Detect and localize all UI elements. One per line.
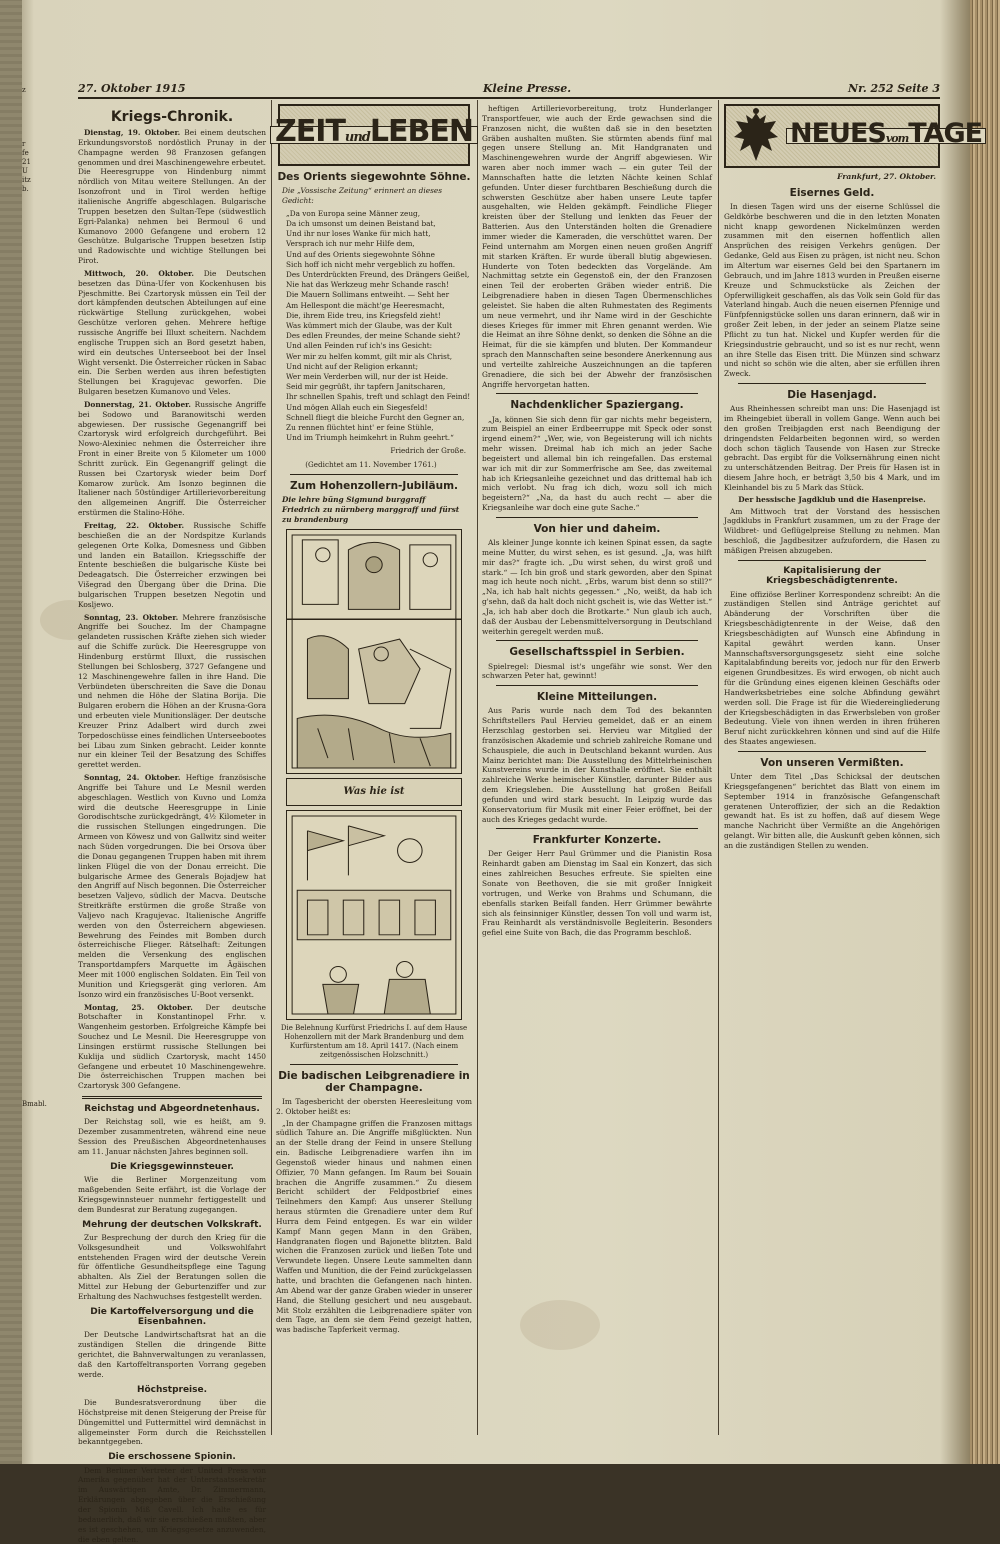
konzerte-text: Der Geiger Herr Paul Grümmer und die Pianistin Rosa Reinhardt gaben am Dienstag im Saal ein Konzert, das sich eines zahlreichen Besuches erfreute. Sie spielten eine Sonate von Beethoven, die sie mit großer Innigkeit vortrugen, und Werke von Brahms und Schumann, die ebenfalls starken Beifall fanden. Herr Grümmer bewährte sich als feinsinniger Künstler, dessen Ton voll und warm ist, Frau Reinhardt als verständnisvolle Begleiterin. Besonders gefiel eine Suite von Bach, die das Programm beschloß. xyxy=(482,849,712,938)
chronik-entry-text: Der deutsche Botschafter in Konstantinopel Frhr. v. Wangenheim gestorben. Erfolgreiche Kämpfe bei Souchez und Le Mesnil. Die Heeresgruppe von Linsingen erstürmt russische Stellungen bei Kuklija und südlich Czartorysk, macht 1450 Gefangene und erbeutet 10 Maschinengewehre. Die österreichischen Truppen machen bei Czartorysk 300 Gefangene. xyxy=(78,1002,266,1091)
header-rule xyxy=(78,97,940,99)
chronik-entry-text: Bei einem deutschen Erkundungsvorstoß nordöstlich Prunay in der Champagne werden 98 Franzosen gefangen genommen und drei Maschinengewehre erbeutet. Die Heeresgruppe von Hindenburg nimmt nördlich von Mitau weitere Stellungen. An der Isonzofront und in Tirol werden heftige italienische Angriffe abgeschlagen. Bulgarische Truppen besetzen den Sultan-Tepe (südwestlich Egri-Palanka) nehmen bei Bermoul 6 und Kumanovo 2000 Gefangene und erobern 12 Geschütze. Bulgarische Truppen besetzen Istip und Radowischte und wichtige Stellungen bei Pirot. xyxy=(78,128,266,266)
hier-daheim-title: Von hier und daheim. xyxy=(533,522,661,535)
chronik-entry-text: Russische Schiffe beschießen die an der Nordspitze Kurlands gelegenen Orte Kolka, Domesness und Gibben und landen ein Bataillon. Kriegsschiffe der Entente beschießen die bulgarische Küste bei Dedeagatsch. Die Österreicher erzwingen bei Višegrad den Übergang über die Drina. Die bulgarischen Truppen besetzen Negotin und Kosljewo. xyxy=(78,521,266,609)
column-neues-vom-tage xyxy=(724,104,983,1434)
hasenjagd-title: Die Hasenjagd. xyxy=(787,389,877,402)
spaziergang-title: Nachdenklicher Spaziergang. xyxy=(510,399,684,412)
chronik-entry-date: Donnerstag, 21. Oktober. xyxy=(84,399,191,409)
kriegschronik-title: Kriegs-Chronik. xyxy=(110,109,234,125)
volkskraft-text: Zur Besprechung der durch den Krieg für die Volksgesundheit und Volkswohlfahrt entstehenden Fragen wird der deutsche Verein für öffentliche Gesundheitspflege eine Tagung abhalten. Als Ziel der Beratungen sollen die Mittel zur Hebung der Geburtenziffer und zur Erhaltung des Nachwuchses festgestellt werden. xyxy=(78,1232,266,1301)
leibgrenadiere-title: Die badischen Leibgrenadiere in der Champagne. xyxy=(278,1069,470,1094)
woodcut-caption: Die Belehnung Kurfürst Friedrichs I. auf dem Hause Hohenzollern mit der Mark Brandenburg und dem Kurfürstentum am 18. April 1417. (Nach einem zeitgenössischen Holzschnitt.) xyxy=(280,1023,468,1059)
page-binding xyxy=(0,0,22,1464)
chronik-entry-text: Russische Angriffe bei Sodowo und Baranowitschi werden abgewiesen. Der russische Gegenangriff bei Czartorysk wird erfolgreich durchgeführt. Bei Nowo-Alexiniec nehmen die Österreicher ihre Front in einer Breite von 5 Kilometer um 1000 Schritt zurück. Ein Gegenangriff gelingt die Russen bei Czartorysk wieder beim Dorf Komarow zurück. Am Isonzo beginnen die Italiener nach 50stündiger Artillerievorbereitung den allgemeinen Angriff. Die Österreicher erstürmen die Stalino-Höhe. xyxy=(78,399,266,518)
header-paper-name: Kleine Presse. xyxy=(483,82,572,95)
vermisste-title: Von unseren Vermißten. xyxy=(760,757,904,769)
chronik-entry xyxy=(78,613,266,771)
chronik-entry-date: Dienstag, 19. Oktober. xyxy=(84,128,181,138)
banner-word: Was hie ist xyxy=(343,785,405,797)
kartoffel-title: Die Kartoffelversorgung und die Eisenbahnen. xyxy=(90,1306,254,1328)
logo-und: und xyxy=(344,130,370,146)
konzerte-title: Frankfurter Konzerte. xyxy=(532,834,662,847)
chronik-entry-date: Freitag, 22. Oktober. xyxy=(84,521,185,530)
chronik-entry xyxy=(78,400,266,518)
reichstag-title: Reichstag und Abgeordnetenhaus. xyxy=(84,1104,260,1115)
serbien-text: Spielregel: Diesmal ist's ungefähr wie sonst. Wer den schwarzen Peter hat, gewinnt! xyxy=(482,661,712,681)
gewinnsteuer-text: Wie die Berliner Morgenzeitung vom maßgebenden Seite erfährt, ist die Vorlage der Kriegsgewinnsteuer nunmehr fertiggestellt und dem Bundesrat zur Beratung zugegangen. xyxy=(78,1175,266,1214)
chronik-entry-text: Mehrere französische Angriffe bei Souchez. Im der Champagne gelandeten russischen Kräfte ziehen sich wieder auf die Schiffe zurück. Die Heeresgruppe von Hindenburg erstürmt Illuxt, die russischen Stellungen bei Schlosberg, 3727 Gefangene und 12 Maschinengewehre fallen in ihre Hand. Die Verbündeten überschreiten die Save die Donau und nehmen die Höhe der Slatina Borija. Die Bulgaren erobern die Höhen an der Krusna-Gora und erbeuten viele Munitionsläger. Der deutsche Kreuzer Prinz Adalbert wird durch zwei Torpedoschüsse eines feindlichen Unterseebootes bei Libau zum Sinken gebracht. Leider konnte nur ein kleiner Teil der Besatzung des Schiffes gerettet werden. xyxy=(78,612,266,770)
spaziergang-text: „Ja, können Sie sich denn für gar nichts mehr begeistern, zum Beispiel an einer Erdbeerruppe mit Speck oder sonst irgend einem?“ „Wer, wie, von Begeisterung will ich nichts mehr wissen. Dreimal hab ich mich an jeder Sache begeistert und allemal bin ich reingefallen. Das erstemal war ich mit dir zur Sommerfrische am See, das zweitemal hab ich Kriegsanleihe gezeichnet und das drittemal hab ich mich verlobt. Nu frag ich dich, wozu soll ich mich begeistern?“ „Na, da hast du auch recht — aber die Kriegsanleihe war doch eine gute Sache.“ xyxy=(482,414,712,513)
eisernes-geld-title: Eisernes Geld. xyxy=(789,186,875,199)
column-three xyxy=(482,104,712,1434)
hoechstpreise-title: Höchstpreise. xyxy=(136,1384,208,1395)
jagdklub-subtitle: Der hessische Jagdklub und die Hasenpreise. xyxy=(738,494,926,504)
logo-neues: NEUES xyxy=(790,117,886,149)
eisernes-geld-text: In diesen Tagen wird uns der eiserne Schlüssel die Geldkörbe beschweren und die in den letzten Monaten nicht knapp gewordenen Nickelmünzen werden zusammen mit den eisernen hoffentlich allen Ansprüchen des reisigen Verkehrs genügen. Der Gedanke, Geld aus Eisen zu prägen, ist nicht neu. Schon im Altertum war eisernes Geld bei den Spartanern im Gebrauch, und im Jahre 1813 wurden in Preußen eiserne Kreuze und Schmuckstücke als Zeichen der Opferwilligkeit geschaffen, als das Volk sein Gold für das Vaterland hingab. Auch die neuen eisernen Pfennige und Fünfpfennigstücke sollen uns daran erinnern, daß wir in großer Zeit leben, in der jeder an seinem Platze seine Pflicht zu tun hat. Nickel und Kupfer werden für die Kriegsindustrie gebraucht, und so ist es nur recht, wenn an ihre Stelle das Eisen tritt. Die Münzen sind schwarz und nicht so schön wie die alten, aber sie erfüllen ihren Zweck. xyxy=(724,201,940,379)
hoechstpreise-text: Die Bundesratsverordnung über die Höchstpreise mit denen Steigerung der Preise für Düngemittel und Futtermittel wird demnächst in allgemeinster Form durch die Reichsstellen bekanntgegeben. xyxy=(78,1398,266,1447)
poem-author: Friedrich der Große. xyxy=(390,446,466,456)
logo-vom: vom xyxy=(885,131,909,145)
margin-fragment-top: z xyxy=(22,86,26,94)
chronik-entry xyxy=(78,1003,266,1092)
column-rule xyxy=(477,100,478,1435)
kapitalisierung-text: Eine offiziöse Berliner Korrespondenz schreibt: An die zuständigen Stellen sind Anträge gerichtet auf Abänderung der Vorschriften über die Kriegsbeschädigtenrente in der Weise, daß den Kriegsbeschädigten auf Wunsch eine Abfindung in Kapital gewährt werden kann. Unser Mannschaftsversorgungsgesetz sieht eine solche Kapitalabfindung bereits vor, jedoch nur für den Erwerb eigenen Grundbesitzes. Es wird erwogen, ob nicht auch für die Gründung eines eigenen kleinen Geschäfts oder Handwerksbetriebes eine solche Abfindung gewährt werden soll. Die Frage ist für die Wiedereingliederung der Kriegsbeschädigten in das Erwerbsleben von großer Bedeutung. Viele von ihnen werden in ihren früheren Beruf nicht zurückkehren können und sind auf die Hilfe des Staates angewiesen. xyxy=(724,589,940,747)
volkskraft-title: Mehrung der deutschen Volkskraft. xyxy=(82,1219,262,1230)
column-kriegschronik xyxy=(78,104,266,1544)
hier-daheim-text: Als kleiner Junge konnte ich keinen Spinat essen, da sagte meine Mutter, du wirst sehen, es ist gesund. „Ja, was hilft mir das?“ fragte ich. „Du wirst sehen, du wirst groß und stark.“ — Ich bin groß und stark geworden, aber den Spinat mag ich heute noch nicht. „Erbs, warum bist denn so still?“ „Na, ich hab halt nichts gegessen.“ „No, weißt, da hab ich g'sehn, daß da halt doch nicht gscheit is, wie das Wetter ist.“ „Ja, ich hab aber doch die Brotkarte.“ Nun glaub ich auch, daß der Ausbau der Lebensmittelversorgung in Deutschland weiterhin geregelt werden muß. xyxy=(482,538,712,636)
vermisste-text: Unter dem Titel „Das Schicksal der deutschen Kriegsgefangenen“ berichtet das Blatt von einem im September 1914 in französische Gefangenschaft geratenen Unteroffizier, der sich an die Redaktion gewandt hat. Es ist zu hoffen, daß auf diesem Wege manche Nachricht über Vermißte an die Angehörigen gelangt. Wir bitten alle, die Auskunft geben können, sich an die zuständigen Stellen zu wenden. xyxy=(724,772,940,850)
leibgrenadiere-text: „In der Champagne griffen die Franzosen mittags südlich Tahure an. Die Angriffe mißglückten. Nun an der Stelle drang der Feind in unsere Stellung ein. Badische Leibgrenadiere warfen ihn im Gegenstoß wieder hinaus und nahmen einen Offizier, 70 Mann gefangen. Im Raum bei Souain brachen die Angriffe zusammen.“ Zu diesem Bericht schildert der Feldpostbrief eines Teilnehmers den Kampf: Aus unserer Stellung heraus stürmten die Grenadiere unter dem Ruf Hurra dem Feind entgegen. Es war ein wilder Kampf Mann gegen Mann in den Gräben, Handgranaten flogen und Bajonette blitzten. Bald wichen die Franzosen zurück und ließen Tote und Verwundete liegen. Unsere Leute sammelten dann Waffen und Munition, die der Feind zurückgelassen hatte, und brachten die Gefangenen nach hinten. Am Abend war der ganze Graben wieder in unserer Hand, die Stellung gesichert und neu ausgebaut. Mit Stolz erzählten die Leibgrenadiere später von dem Tage, an dem sie dem Feind gezeigt hatten, was badische Tapferkeit vermag. xyxy=(276,1118,472,1335)
header-date: 27. Oktober 1915 xyxy=(78,82,186,95)
column-rule xyxy=(271,100,272,1435)
margin-fragment-lines: r fe 21 U itz b. xyxy=(22,140,31,193)
chronik-entry-date: Sonntag, 24. Oktober. xyxy=(84,773,181,783)
header-issue: Nr. 252 Seite 3 xyxy=(848,82,940,95)
eagle-icon xyxy=(730,107,782,165)
column-zeit-und-leben xyxy=(276,104,472,1434)
mitteilungen-text: Aus Paris wurde nach dem Tod des bekannten Schriftstellers Paul Hervieu gemeldet, daß er an einem Herzschlag gestorben sei. Hervieu war Mitglied der französischen Akademie und schrieb zahlreiche Romane und Schauspiele, die auch in Deutschland bekannt wurden. Aus Mainz berichtet man: Die Ausstellung des Mittelrheinischen Kunstvereins wurde in der Kunsthalle eröffnet. Sie enthält zahlreiche Werke heimischer Künstler, darunter Bilder aus dem Kriegsleben. Die Ausstellung hat großen Beifall gefunden und wird stark besucht. In Leipzig wurde das Konservatorium für Musik mit einer Feier eröffnet, bei der auch des Krieges gedacht wurde. xyxy=(482,706,712,824)
woodcut-drawing-lower xyxy=(287,811,461,1019)
chronik-entry-date: Sonntag, 23. Oktober. xyxy=(84,612,179,622)
margin-fragment-bottom: Bmabl. xyxy=(22,1100,47,1108)
hohenzollern-intro: Die lehre büng Sigmund burggraff Friedrich zu nürnberg marggraff und fürst zu brandenburg xyxy=(282,495,460,524)
chronik-entry-date: Mittwoch, 20. Oktober. xyxy=(84,268,194,278)
logo-zeit: ZEIT xyxy=(275,114,345,150)
gewinnsteuer-title: Die Kriegsgewinnsteuer. xyxy=(110,1161,234,1172)
kartoffel-text: Der Deutsche Landwirtschaftsrat hat an die zuständigen Stellen die dringende Bitte gerichtet, die Bahnverwaltungen zu veranlassen, daß den Kartoffeltransporten Vorrang gegeben werde. xyxy=(78,1330,266,1379)
column-rule xyxy=(718,100,719,1435)
jagdklub-text: Am Mittwoch trat der Vorstand des hessischen Jagdklubs in Frankfurt zusammen, um zu der Frage der Wildbret- und Geflügelpreise Stellung zu nehmen. Man beschloß, die Jagdbesitzer aufzufordern, die Hasen zu mäßigen Preisen abzugeben. xyxy=(724,506,940,555)
zeit-und-leben-logo xyxy=(275,104,473,166)
leibgrenadiere-intro: Im Tagesbericht der obersten Heeresleitung vom 2. Oktober heißt es: xyxy=(276,1096,472,1116)
neues-vom-tage-logo xyxy=(724,104,983,168)
kapitalisierung-title: Kapitalisierung der Kriegsbeschädigtenrente. xyxy=(766,565,898,587)
hohenzollern-title: Zum Hohenzollern-Jubiläum. xyxy=(290,480,458,493)
chronik-entry-text: Heftige französische Angriffe bei Tahure und Le Mesnil werden abgeschlagen. Westlich von Kuvno und Lomża wird die deutsche Heeresgruppe in Linie Gorodischtsche zurückgedrängt, 4½ Kilometer in die russischen Stellungen eingedrungen. Die Armeen von Köwesz und von Gallwitz sind weiter nach Süden vorgedrungen. Die bei Orsova über die Donau gegangenen Truppen haben mit ihrem linken Flügel die von der Donau erreicht. Die bulgarische Armee des Generals Bojadjew hat den Angriff auf Nisch begonnen. Die Österreicher besetzen Valjevo, südlich der Macva. Deutsche Streitkräfte erstürmen die große Straße von Valjevo nach Kragujevac. Italienische Angriffe werden von den Österreichern abgewiesen. Bewehrung des Feindes mit Bomben durch österreichische Flieger. Rätselhaft: Zeitungen melden die Versenkung des englischen Transportdampfers Marquette im Ägäischen Meer mit 1000 englischen Soldaten. Ein Teil von Munition und Kriegsgerät ging verloren. Am Isonzo wird ein französisches U-Boot versenkt. xyxy=(78,773,266,999)
running-header xyxy=(78,82,940,98)
leibgrenadiere-continuation: heftigen Artillerievorbereitung, trotz Hunderlanger Transportfeuer, wie auch der Erde gewachsen sind die Franzosen nicht, die wußten daß sie in den besetzten Gräben aushalten mußten. Sie stürmten abends fünf mal gegen unsere Stellung an. Mit Handgranaten und Maschinengewehren wurde der Angriff abgewiesen. Wir waren aber noch immer wach — ein guter Teil der Mannschaften hatte die letzten Nächte keinen Schlaf gefunden. Unter dieser furchtbaren Beschießung durch die schwersten Geschütze aber haben unsere Leute tapfer ausgehalten, wie Helden gekämpft. Feindliche Flieger kreisten über der Stellung und lenkten das Feuer der Batterien. Aus den Unterständen holten die Grenadiere immer wieder die Kameraden, die verschüttet waren. Der Feind unternahm am Morgen einen neuen großen Angriff mit starken Kräften. Er wurde überall blutig abgewiesen. Hunderte von Toten bedeckten das Vorgelände. Am Nachmittag setzte ein Gegenstoß ein, der den Franzosen einen Teil der eroberten Gräben wieder entriß. Die Leibgrenadiere haben in diesen Tagen Übermenschliches geleistet. Sie haben die alten Ruhmestaten des Regiments um neue vermehrt, und ihr Name wird in der Geschichte dieses Krieges für immer mit Ehren genannt werden. Wie die Heimat an ihre Söhne denkt, so denken die Söhne an die Heimat, für die sie kämpfen und bluten. Der Kommandeur sprach den Mannschaften seine besondere Anerkennung aus und verteilte zahlreiche Auszeichnungen an die tapferen Grenadiere, die sich bei der Abwehr der französischen Angriffe hervorgetan hatten. xyxy=(482,104,712,389)
woodcut-banner xyxy=(286,778,462,806)
woodcut-image-lower xyxy=(286,810,462,1020)
orient-intro: Die „Vossische Zeitung“ erinnert an dieses Gedicht: xyxy=(282,186,443,205)
spionin-title: Die erschossene Spionin. xyxy=(108,1452,236,1463)
logo-leben: LEBEN xyxy=(369,114,473,150)
chronik-entries xyxy=(78,128,266,1091)
chronik-entry-date: Montag, 25. Oktober. xyxy=(84,1002,193,1012)
logo-tage: TAGE xyxy=(908,117,983,149)
chronik-entry xyxy=(78,269,266,397)
serbien-title: Gesellschaftsspiel in Serbien. xyxy=(509,646,685,659)
chronik-entry xyxy=(78,521,266,610)
chronik-entry xyxy=(78,773,266,999)
woodcut-image-upper xyxy=(286,529,462,774)
dateline: Frankfurt, 27. Oktober. xyxy=(837,172,936,181)
mitteilungen-title: Kleine Mitteilungen. xyxy=(536,691,658,704)
chronik-entry-text: Die Deutschen besetzen das Düna-Ufer von Kockenhusen bis Pjeschmitte. Bei Czartorysk müssen ein Teil der dort kämpfenden deutschen Abteilungen auf eine rückwärtige Stellung zurückgehen, wobei Geschütze verloren gehen. Mehrere heftige russische Angriffe bei Illuxt scheitern. Nachdem englische Truppen sich an Bord gesetzt haben, wird ein deutsches Unterseeboot bei der Insel Wight versenkt. Die Österreicher rücken in Sabac ein. Die Serben werden aus ihren befestigten Stellungen bei Kragujevac geworfen. Die Bulgaren besetzen Kumanovo und Veles. xyxy=(78,268,266,397)
reichstag-text: Der Reichstag soll, wie es heißt, am 9. Dezember zusammentreten, während eine neue Session des Preußischen Abgeordnetenhauses am 11. Januar nächsten Jahres beginnen soll. xyxy=(78,1117,266,1156)
woodcut-drawing xyxy=(287,530,461,773)
hasenjagd-text: Aus Rheinhessen schreibt man uns: Die Hasenjagd ist im Rheingebiet überall in vollem Gange. Wenn auch bei den großen Treibjagden erst nach Beendigung der dringendsten Feldarbeiten begonnen wird, so werden doch schon täglich Tausende von Hasen zur Strecke gebracht. Das ergibt für die Volksernährung einen nicht zu unterschätzenden Beitrag. Der Preis für Hasen ist in diesem Jahre hoch, er beträgt 3,50 bis 4 Mark, und im Kleinhandel bis zu 5 Mark das Stück. xyxy=(724,404,940,492)
chronik-entry xyxy=(78,128,266,266)
poem-date: (Gedichtet am 11. November 1761.) xyxy=(305,460,437,470)
page-edge-stack xyxy=(970,0,1000,1464)
orient-poem: „Da von Europa seine Männer zeug, Da ich umsonst um deinen Beistand bat, Und ihr nur loses Wanke für mich hatt, Versprach ich nur mehr Hilfe dem, Und auf des Orients siegewohnte Söhne Sich hoff ich nicht mehr vergeblich zu hoffen. Des Unterdrückten Freund, des Drängers Geißel, Nie hat das Werkzeug mehr Schande rasch! Die Mauern Sollimans entweiht. — Seht her Am Hellespont die mächt'ge Heeresmacht, Die, ihrem Eide treu, ins Kriegsfeld zieht! Was kümmert mich der Glaube, was der Kult Des edlen Freundes, der meine Schande sieht? Und allen Feinden ruf ich's ins Gesicht: Wer mir zu helfen kommt, gilt mir als Christ, Und nicht auf der Religion erkannt; Wer mein Verderben will, nur der ist Heide. Seid mir gegrüßt, ihr tapfern Janitscharen, Ihr schnellen Spahis, treft und schlagt den Feind! Und mögen Allah euch ein Siegesfeld! Schnell fliegt die bleiche Furcht den Gegner an, Zu rennen flüchtet hint' er feine Stühle, Und im Triumph heimkehrt in Ruhm geehrt.“ xyxy=(286,208,471,443)
orient-title: Des Orients siegewohnte Söhne. xyxy=(277,171,471,183)
spionin-text: Dem Berliner Vertreter der United Press von Amerika gegenüber hat der Unterstaatssekretär im Auswärtigen Amte, Dr. Zimmermann, Erklärungen abgegeben über die Erschießung der Spionin Miß Cavell. Ich halte es für bedauerlich, daß wir sie erschießen mußten, aber es ist geschehen, um Kriegsgesetze anzuwenden, die eben gelten. xyxy=(78,1465,266,1544)
